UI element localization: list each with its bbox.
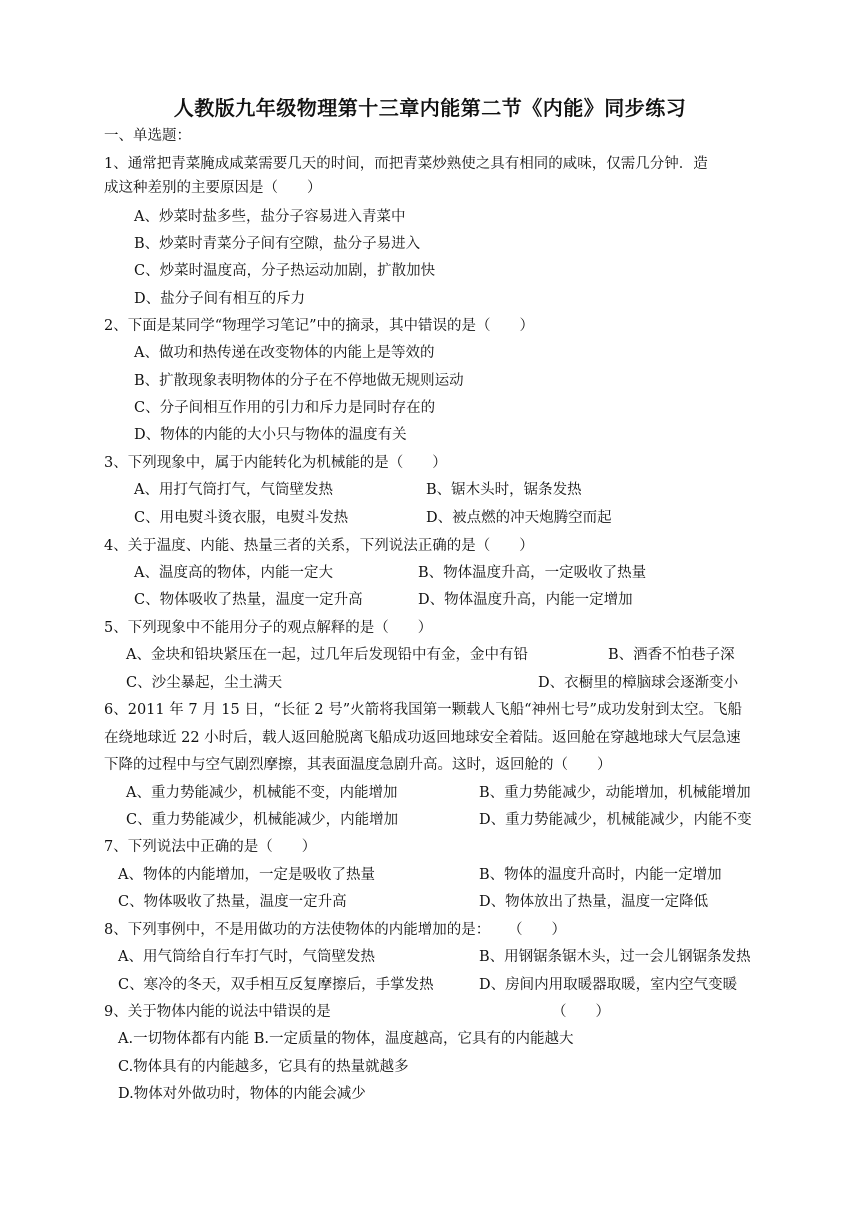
question-1-stem-line-2: 成这种差别的主要原因是（ ）	[104, 180, 322, 196]
question-5-option-a: A、金块和铅块紧压在一起，过几年后发现铅中有金，金中有铅	[126, 647, 528, 663]
question-2-option-b: B、扩散现象表明物体的分子在不停地做无规则运动	[134, 373, 464, 389]
question-6-option-a: A、重力势能减少，机械能不变，内能增加	[126, 785, 398, 801]
question-3-option-b: B、锯木头时，锯条发热	[426, 482, 582, 498]
question-7-option-d: D、物体放出了热量，温度一定降低	[479, 894, 709, 910]
question-3-option-a: A、用打气筒打气，气筒壁发热	[134, 482, 333, 498]
question-4-option-d: D、物体温度升高，内能一定增加	[418, 592, 633, 608]
question-6-option-c: C、重力势能减少，机械能减少，内能增加	[126, 812, 399, 828]
question-6-option-d: D、重力势能减少，机械能减少，内能不变	[479, 812, 752, 828]
question-8-option-a: A、用气筒给自行车打气时，气筒壁发热	[118, 949, 375, 965]
question-6-option-b: B、重力势能减少，动能增加，机械能增加	[479, 785, 751, 801]
question-1-stem-line-1: 1、通常把青菜腌成咸菜需要几天的时间，而把青菜炒熟使之具有相同的咸味，仅需几分钟．造	[104, 156, 708, 172]
question-3-stem: 3、下列现象中，属于内能转化为机械能的是（ ）	[104, 455, 447, 471]
document-title: 人教版九年级物理第十三章内能第二节《内能》同步练习	[173, 96, 687, 120]
question-9-answer-blank: （ ）	[552, 1004, 610, 1020]
question-4-option-b: B、物体温度升高，一定吸收了热量	[418, 565, 647, 581]
question-3-option-c: C、用电熨斗烫衣服，电熨斗发热	[134, 510, 349, 526]
question-6-stem-line-1: 6、2011 年 7 月 15 日，“长征 2 号”火箭将我国第一颗载人飞船“神州七号”成功发射到太空。飞船	[104, 702, 742, 718]
question-9-option-a-b: A.一切物体都有内能 B.一定质量的物体，温度越高，它具有的内能越大	[118, 1031, 574, 1047]
question-4-option-a: A、温度高的物体，内能一定大	[134, 565, 333, 581]
question-1-option-a: A、炒菜时盐多些，盐分子容易进入青菜中	[134, 209, 406, 225]
question-1-option-c: C、炒菜时温度高，分子热运动加剧，扩散加快	[134, 263, 436, 279]
question-3-option-d: D、被点燃的冲天炮腾空而起	[426, 510, 612, 526]
question-8-stem: 8、下列事例中，不是用做功的方法使物体的内能增加的是：	[104, 922, 491, 938]
question-8-option-b: B、用钢锯条锯木头，过一会儿钢锯条发热	[479, 949, 751, 965]
question-2-option-c: C、分子间相互作用的引力和斥力是同时存在的	[134, 400, 436, 416]
question-2-stem: 2、下面是某同学“物理学习笔记”中的摘录，其中错误的是（ ）	[104, 318, 535, 334]
question-4-stem: 4、关于温度、内能、热量三者的关系，下列说法正确的是（ ）	[104, 538, 534, 554]
question-8-answer-blank: （ ）	[508, 922, 566, 938]
question-7-stem: 7、下列说法中正确的是（ ）	[104, 839, 317, 855]
question-7-option-b: B、物体的温度升高时，内能一定增加	[479, 867, 722, 883]
question-1-option-b: B、炒菜时青菜分子间有空隙，盐分子易进入	[134, 236, 421, 252]
question-5-option-b: B、酒香不怕巷子深	[608, 647, 735, 663]
question-1-option-d: D、盐分子间有相互的斥力	[134, 291, 306, 307]
question-8-option-d: D、房间内用取暖器取暖，室内空气变暖	[479, 977, 738, 993]
question-7-option-a: A、物体的内能增加，一定是吸收了热量	[118, 867, 375, 883]
question-8-option-c: C、寒冷的冬天，双手相互反复摩擦后，手掌发热	[118, 977, 434, 993]
question-2-option-a: A、做功和热传递在改变物体的内能上是等效的	[134, 345, 435, 361]
question-5-stem: 5、下列现象中不能用分子的观点解释的是（ ）	[104, 620, 433, 636]
question-9-option-c: C.物体具有的内能越多，它具有的热量就越多	[118, 1059, 409, 1075]
section-heading: 一、单选题：	[104, 128, 191, 144]
question-4-option-c: C、物体吸收了热量，温度一定升高	[134, 592, 363, 608]
question-2-option-d: D、物体的内能的大小只与物体的温度有关	[134, 427, 407, 443]
question-9-option-d: D.物体对外做功时，物体的内能会减少	[118, 1086, 366, 1102]
question-5-option-d: D、衣橱里的樟脑球会逐渐变小	[538, 675, 739, 691]
question-5-option-c: C、沙尘暴起，尘土满天	[126, 675, 283, 691]
question-7-option-c: C、物体吸收了热量，温度一定升高	[118, 894, 347, 910]
question-6-stem-line-2: 在绕地球近 22 小时后，载人返回舱脱离飞船成功返回地球安全着陆。返回舱在穿越地球大气层急速	[104, 730, 741, 746]
question-6-stem-line-3: 下降的过程中与空气剧烈摩擦，其表面温度急剧升高。这时，返回舱的（ ）	[104, 757, 612, 773]
question-9-stem: 9、关于物体内能的说法中错误的是	[104, 1004, 331, 1020]
